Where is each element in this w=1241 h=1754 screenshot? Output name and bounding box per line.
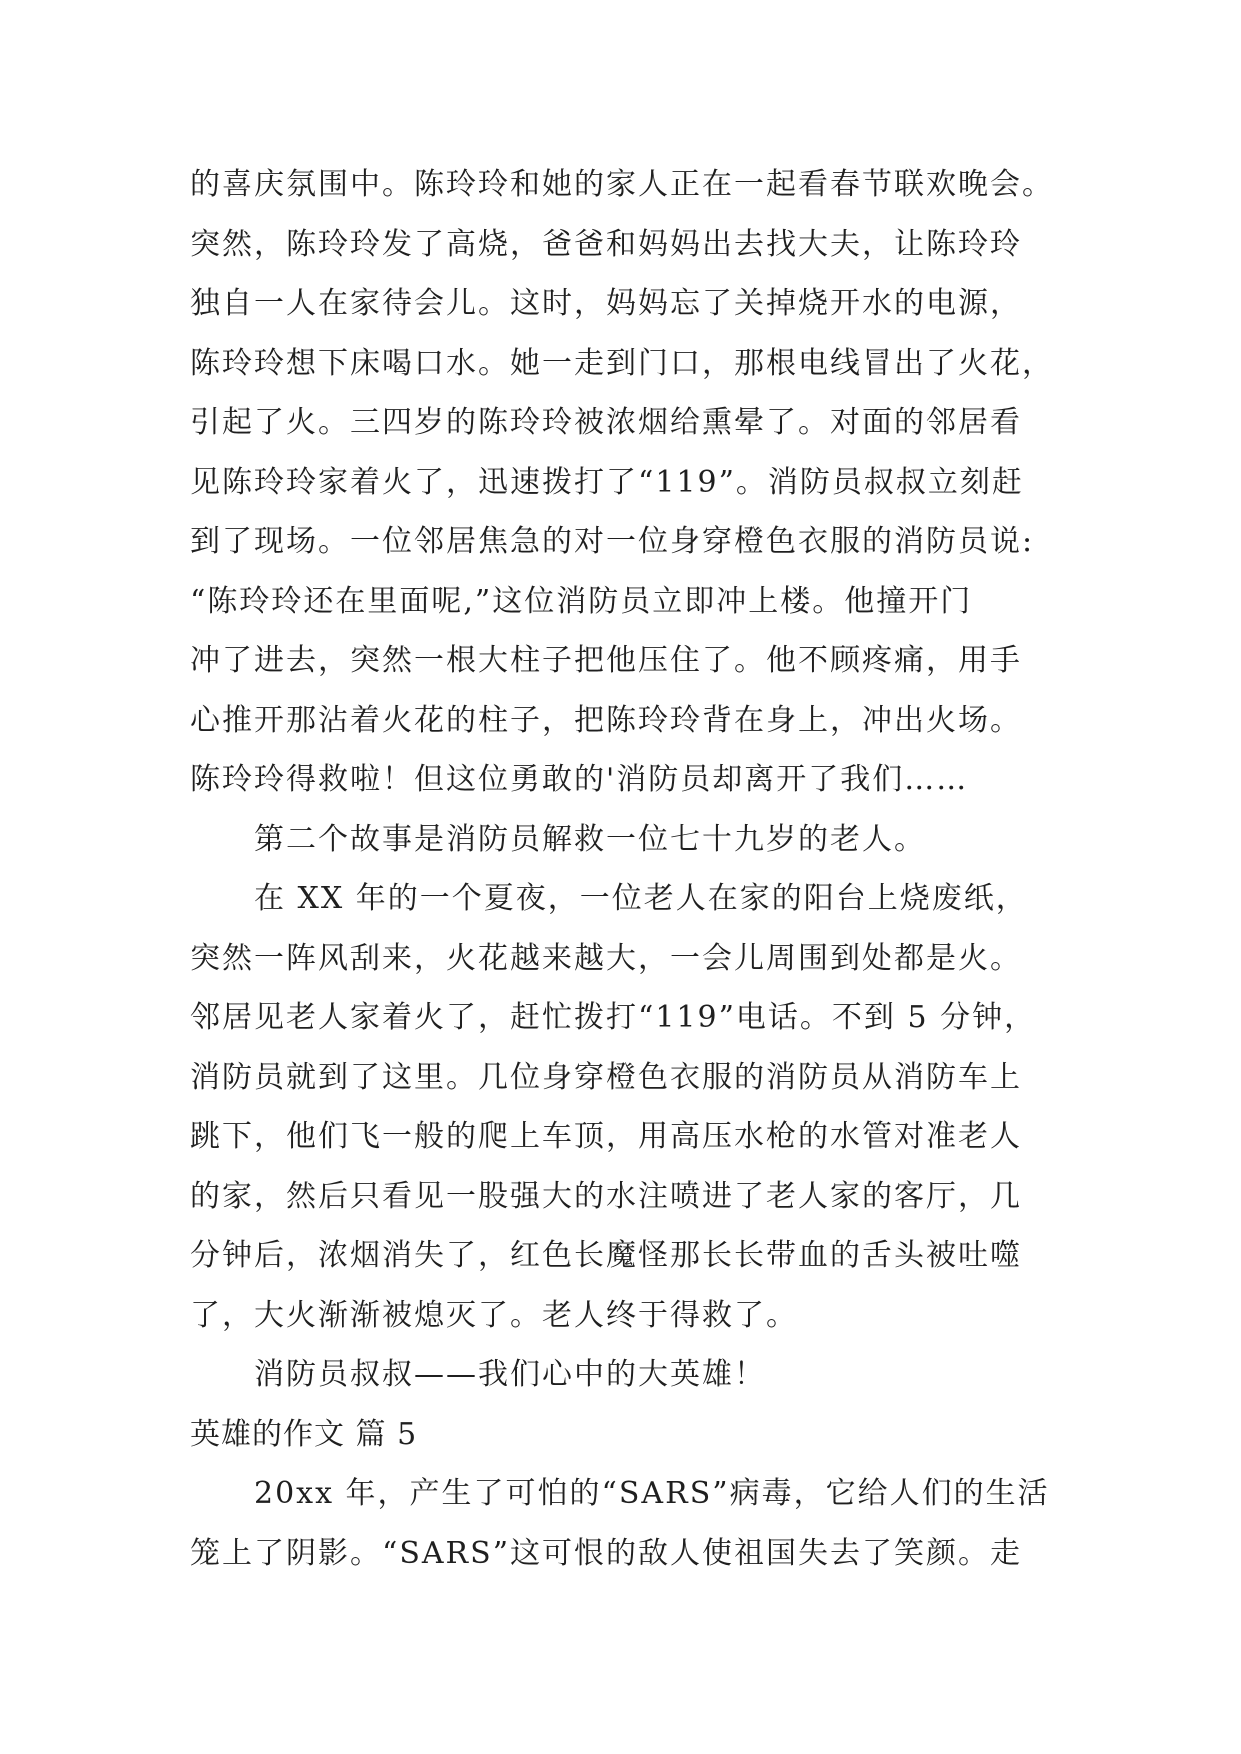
text-line: 邻居见老人家着火了，赶忙拨打“119”电话。不到 5 分钟， (190, 1000, 1037, 1035)
document-body (190, 155, 1090, 1583)
text-line: 分钟后，浓烟消失了，红色长魔怪那长长带血的舌头被吐噬 (190, 1238, 1022, 1273)
text-line: 突然，陈玲玲发了高烧，爸爸和妈妈出去找大夫，让陈玲玲 (190, 226, 1022, 262)
text-line: 冲了进去，突然一根大柱子把他压住了。他不顾疼痛，用手 (190, 643, 1022, 678)
paragraph-start-line: 在 XX 年的一个夏夜，一位老人在家的阳台上烧废纸， (254, 881, 1028, 916)
text-line: “陈玲玲还在里面呢,”这位消防员立即冲上楼。他撞开门 (190, 583, 973, 619)
paragraph-start-line: 20xx 年，产生了可怕的“SARS”病毒，它给人们的生活 (254, 1476, 1050, 1511)
text-line: 陈玲玲得救啦！但这位勇敢的'消防员却离开了我们…… (190, 762, 969, 797)
text-line: 的家，然后只看见一股强大的水注喷进了老人家的客厅，几 (190, 1178, 1022, 1214)
text-line: 消防员就到了这里。几位身穿橙色衣服的消防员从消防车上 (190, 1059, 1022, 1095)
text-line: 心推开那沾着火花的柱子，把陈玲玲背在身上，冲出火场。 (190, 702, 1022, 738)
section-heading: 英雄的作文 篇 5 (190, 1416, 418, 1452)
paragraph-start-line: 第二个故事是消防员解救一位七十九岁的老人。 (254, 821, 926, 857)
paragraph-start-line: 消防员叔叔——我们心中的大英雄！ (254, 1357, 766, 1392)
text-line: 了，大火渐渐被熄灭了。老人终于得救了。 (190, 1297, 798, 1333)
text-line: 的喜庆氛围中。陈玲玲和她的家人正在一起看春节联欢晚会。 (190, 167, 1054, 202)
text-line: 到了现场。一位邻居焦急的对一位身穿橙色衣服的消防员说: (190, 524, 1035, 559)
text-line: 笼上了阴影。“SARS”这可恨的敌人使祖国失去了笑颜。走 (190, 1535, 1023, 1571)
text-line: 见陈玲玲家着火了，迅速拨打了“119”。消防员叔叔立刻赶 (190, 464, 1024, 500)
text-line: 跳下，他们飞一般的爬上车顶，用高压水枪的水管对准老人 (190, 1119, 1022, 1154)
text-line: 独自一人在家待会儿。这时，妈妈忘了关掉烧开水的电源， (190, 286, 1022, 321)
text-line: 引起了火。三四岁的陈玲玲被浓烟给熏晕了。对面的邻居看 (190, 405, 1022, 440)
text-line: 突然一阵风刮来，火花越来越大，一会儿周围到处都是火。 (190, 940, 1022, 976)
text-line: 陈玲玲想下床喝口水。她一走到门口，那根电线冒出了火花， (190, 345, 1054, 381)
